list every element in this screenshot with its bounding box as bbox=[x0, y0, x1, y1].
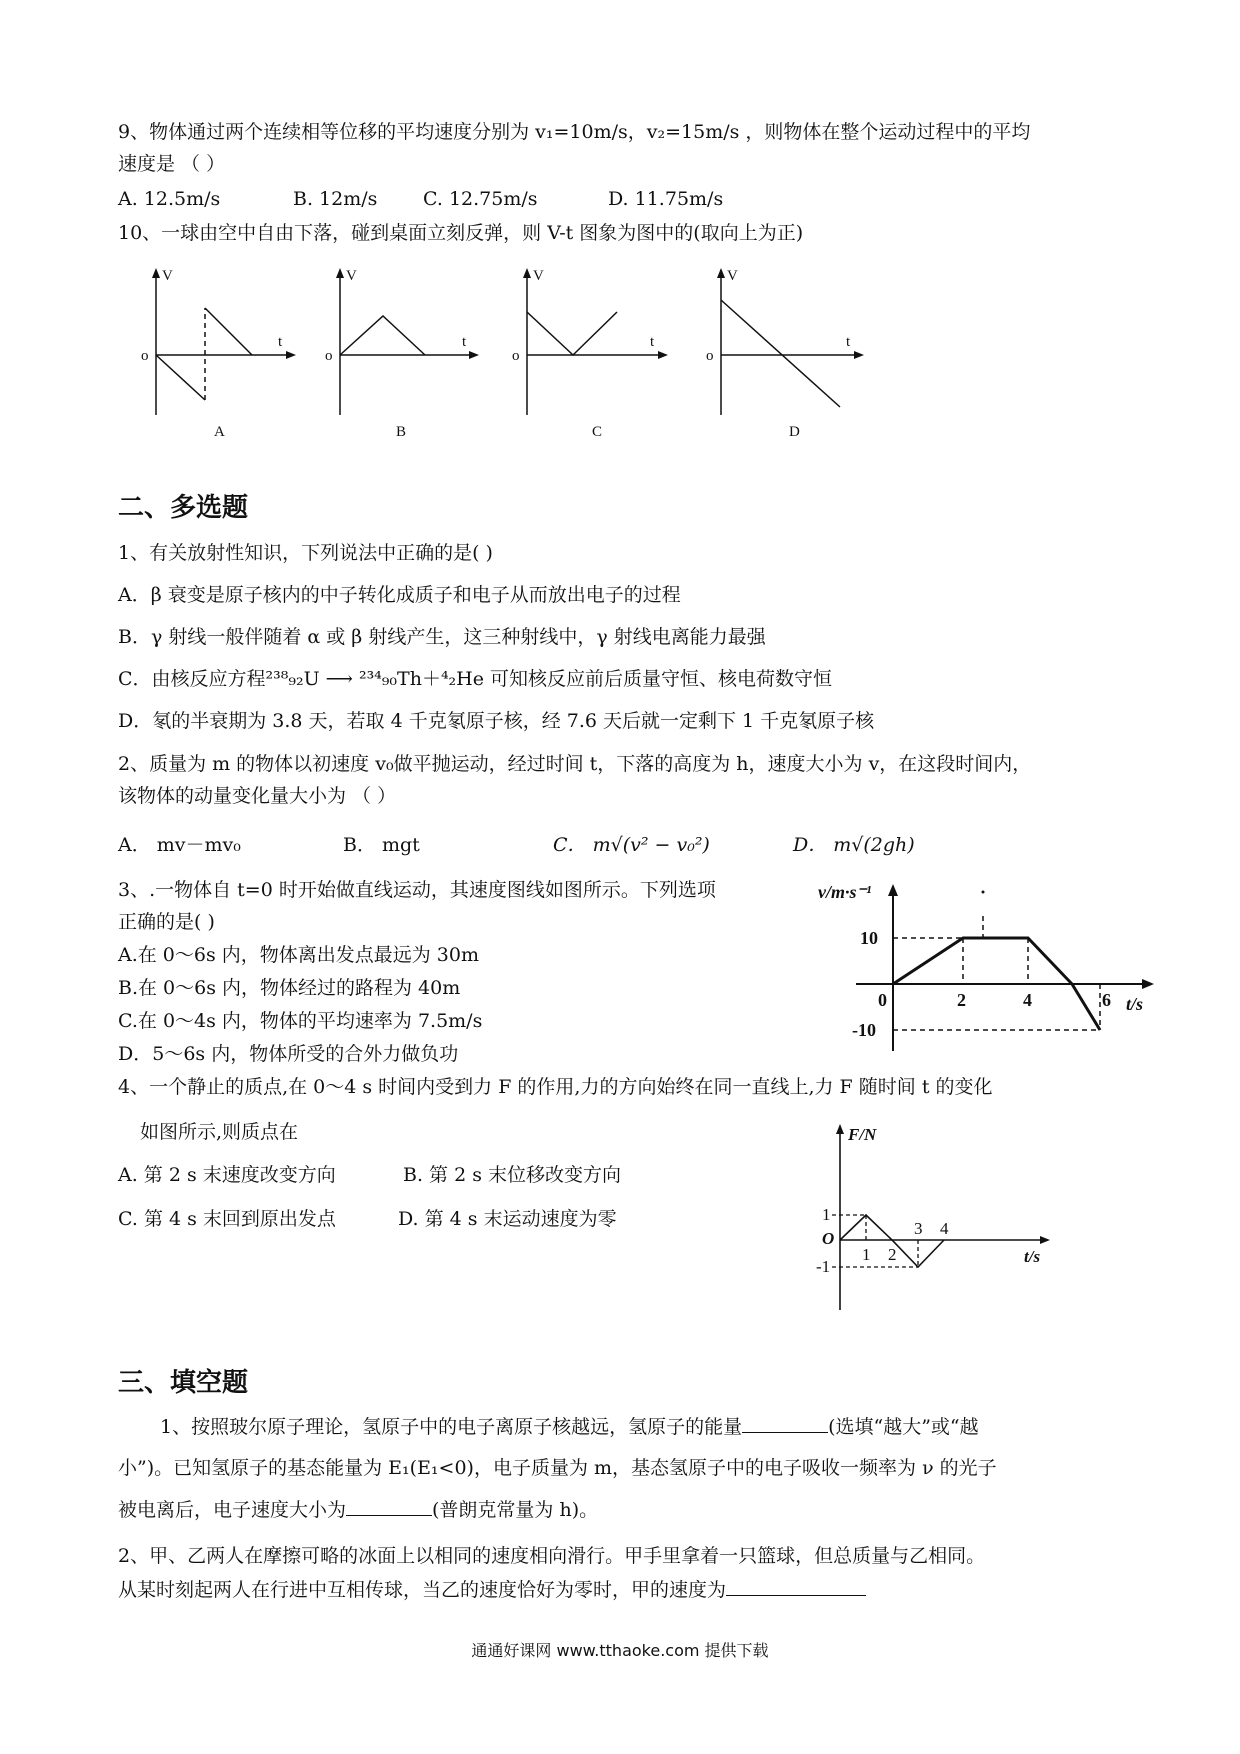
q10-label-d: D bbox=[789, 424, 800, 440]
q10-d-axis-t: t bbox=[846, 334, 851, 350]
s3-q1-line3 bbox=[118, 1497, 598, 1522]
s2-q3-option-c: C.在 0～4s 内，物体的平均速率为 7.5m/s bbox=[118, 1010, 483, 1032]
s2-q2-option-a: A． mv－mv₀ bbox=[118, 834, 241, 856]
q10-label-a: A bbox=[214, 424, 225, 440]
q9-option-d: D. 11.75m/s bbox=[608, 188, 724, 210]
q4-force-graph bbox=[810, 1120, 1070, 1320]
q4-graph-ylabel: F/N bbox=[848, 1125, 877, 1144]
page-footer: 通通好课网 www.tthaoke.com 提供下载 bbox=[471, 1641, 769, 1660]
s2-q4-option-a: A. 第 2 s 末速度改变方向 bbox=[118, 1164, 336, 1186]
s2-q4-option-c: C. 第 4 s 末回到原出发点 bbox=[118, 1208, 336, 1230]
q3-graph-xtick-2: 2 bbox=[957, 990, 966, 1010]
s3-q1-blank1[interactable] bbox=[742, 1414, 828, 1433]
q9-option-c: C. 12.75m/s bbox=[423, 188, 538, 210]
q4-graph-xtick-4: 4 bbox=[940, 1219, 949, 1238]
s3-q2-line1: 2、甲、乙两人在摩擦可略的冰面上以相同的速度相向滑行。甲手里拿着一只篮球，但总质量与乙相同。 bbox=[118, 1545, 986, 1567]
s2-q4-option-b: B. 第 2 s 末位移改变方向 bbox=[403, 1164, 621, 1186]
q4-graph-ytick-neg1: -1 bbox=[816, 1257, 831, 1276]
s2-q1-stem: 1、有关放射性知识，下列说法中正确的是( ) bbox=[118, 542, 493, 564]
s2-q2-line1: 2、质量为 m 的物体以初速度 v₀做平抛运动，经过时间 t，下落的高度为 h，速度大小为 v，在这段时间内， bbox=[118, 753, 1032, 775]
s2-q3-line2: 正确的是( ) bbox=[118, 911, 215, 933]
s3-q1-text-b: (选填“越大”或“越 bbox=[828, 1416, 979, 1438]
q10-c-axis-t: t bbox=[650, 334, 655, 350]
q10-stem: 10、一球由空中自由下落，碰到桌面立刻反弹，则 V-t 图象为图中的(取向上为正) bbox=[118, 222, 804, 244]
s2-q1-option-a: A．β 衰变是原子核内的中子转化成质子和电子从而放出电子的过程 bbox=[118, 584, 681, 606]
section2-title: 二、多选题 bbox=[118, 493, 249, 523]
q4-graph-xlabel: t/s bbox=[1024, 1247, 1041, 1266]
q3-graph-xlabel: t/s bbox=[1126, 994, 1144, 1014]
q10-label-b: B bbox=[396, 424, 407, 440]
q10-c-origin: o bbox=[512, 348, 520, 364]
q9-line2: 速度是 （ ） bbox=[118, 153, 226, 175]
q10-label-c: C bbox=[592, 424, 603, 440]
s2-q4-line2: 如图所示,则质点在 bbox=[140, 1121, 299, 1143]
s2-q1-option-c: C．由核反应方程²³⁸₉₂U ⟶ ²³⁴₉₀Th＋⁴₂He 可知核反应前后质量守恒、核电荷数守恒 bbox=[118, 668, 833, 690]
s3-q1-text-d: (普朗克常量为 h)。 bbox=[432, 1499, 599, 1521]
s3-q1-text-c: 被电离后，电子速度大小为 bbox=[118, 1499, 347, 1521]
s3-q1-blank2[interactable] bbox=[346, 1497, 432, 1516]
s3-q1-line2: 小”)。已知氢原子的基态能量为 E₁(E₁<0)，电子质量为 m，基态氢原子中的电子吸收一频率为 ν 的光子 bbox=[118, 1457, 997, 1479]
q4-graph-xtick-3: 3 bbox=[914, 1219, 923, 1238]
s2-q2-option-d: D． m√(2gh) bbox=[793, 834, 915, 856]
s2-q1-option-b: B．γ 射线一般伴随着 α 或 β 射线产生，这三种射线中，γ 射线电离能力最强 bbox=[118, 626, 766, 648]
s3-q2-blank[interactable] bbox=[726, 1577, 866, 1596]
section3-title: 三、填空题 bbox=[118, 1368, 249, 1398]
q10-d-origin: o bbox=[706, 348, 714, 364]
q9-line1: 9、物体通过两个连续相等位移的平均速度分别为 v₁=10m/s，v₂=15m/s ，则物体在整个运动过程中的平均 bbox=[118, 121, 1031, 143]
q3-graph-xtick-6: 6 bbox=[1102, 990, 1111, 1010]
s2-q4-line1: 4、一个静止的质点,在 0～4 s 时间内受到力 F 的作用,力的方向始终在同一直线上,力 F 随时间 t 的变化 bbox=[118, 1076, 993, 1098]
s3-q1-text-a: 1、按照玻尔原子理论，氢原子中的电子离原子核越远，氢原子的能量 bbox=[160, 1416, 743, 1438]
q10-a-axis-v: V bbox=[162, 268, 173, 284]
s2-q3-option-a: A.在 0～6s 内，物体离出发点最远为 30m bbox=[118, 944, 480, 966]
q9-option-a: A. 12.5m/s bbox=[118, 188, 221, 210]
q3-graph-ytick-10: 10 bbox=[860, 928, 878, 948]
q10-b-origin: o bbox=[325, 348, 333, 364]
q3-graph-xtick-0: 0 bbox=[878, 990, 887, 1010]
q3-graph-ytick-neg10: -10 bbox=[852, 1020, 876, 1040]
s2-q2-option-c: C． m√(v² − v₀²) bbox=[553, 834, 710, 856]
s2-q3-line1: 3、.一物体自 t=0 时开始做直线运动，其速度图线如图所示。下列选项 bbox=[118, 879, 716, 901]
q3-graph-ylabel: v/m·s⁻¹ bbox=[818, 882, 872, 902]
q4-graph-ytick-1: 1 bbox=[822, 1205, 831, 1224]
q10-d-axis-v: V bbox=[727, 268, 738, 284]
s2-q3-option-b: B.在 0～6s 内，物体经过的路程为 40m bbox=[118, 977, 461, 999]
s3-q2-line2 bbox=[118, 1577, 866, 1602]
q10-a-origin: o bbox=[141, 348, 149, 364]
s2-q2-option-b: B． mgt bbox=[343, 834, 420, 856]
q10-a-axis-t: t bbox=[278, 334, 283, 350]
q4-graph-xtick-1: 1 bbox=[862, 1245, 871, 1264]
q9-option-b: B. 12m/s bbox=[293, 188, 378, 210]
s2-q1-option-d: D．氡的半衰期为 3.8 天，若取 4 千克氡原子核，经 7.6 天后就一定剩下 1 千克氡原子核 bbox=[118, 710, 875, 732]
q10-graphs bbox=[0, 260, 1240, 480]
s2-q3-option-d: D．5～6s 内，物体所受的合外力做负功 bbox=[118, 1043, 459, 1065]
q10-c-axis-v: V bbox=[533, 268, 544, 284]
s3-q1-line1 bbox=[160, 1414, 979, 1439]
q10-b-axis-t: t bbox=[462, 334, 467, 350]
q3-graph-xtick-4: 4 bbox=[1023, 990, 1032, 1010]
q4-graph-origin: O bbox=[822, 1229, 835, 1248]
q10-b-axis-v: V bbox=[346, 268, 357, 284]
q4-graph-xtick-2: 2 bbox=[888, 1245, 897, 1264]
s2-q2-line2: 该物体的动量变化量大小为 （ ） bbox=[118, 785, 397, 807]
s3-q2-text: 从某时刻起两人在行进中互相传球，当乙的速度恰好为零时，甲的速度为 bbox=[118, 1579, 727, 1601]
q3-velocity-graph bbox=[818, 876, 1158, 1056]
s2-q4-option-d: D. 第 4 s 末运动速度为零 bbox=[398, 1208, 617, 1230]
